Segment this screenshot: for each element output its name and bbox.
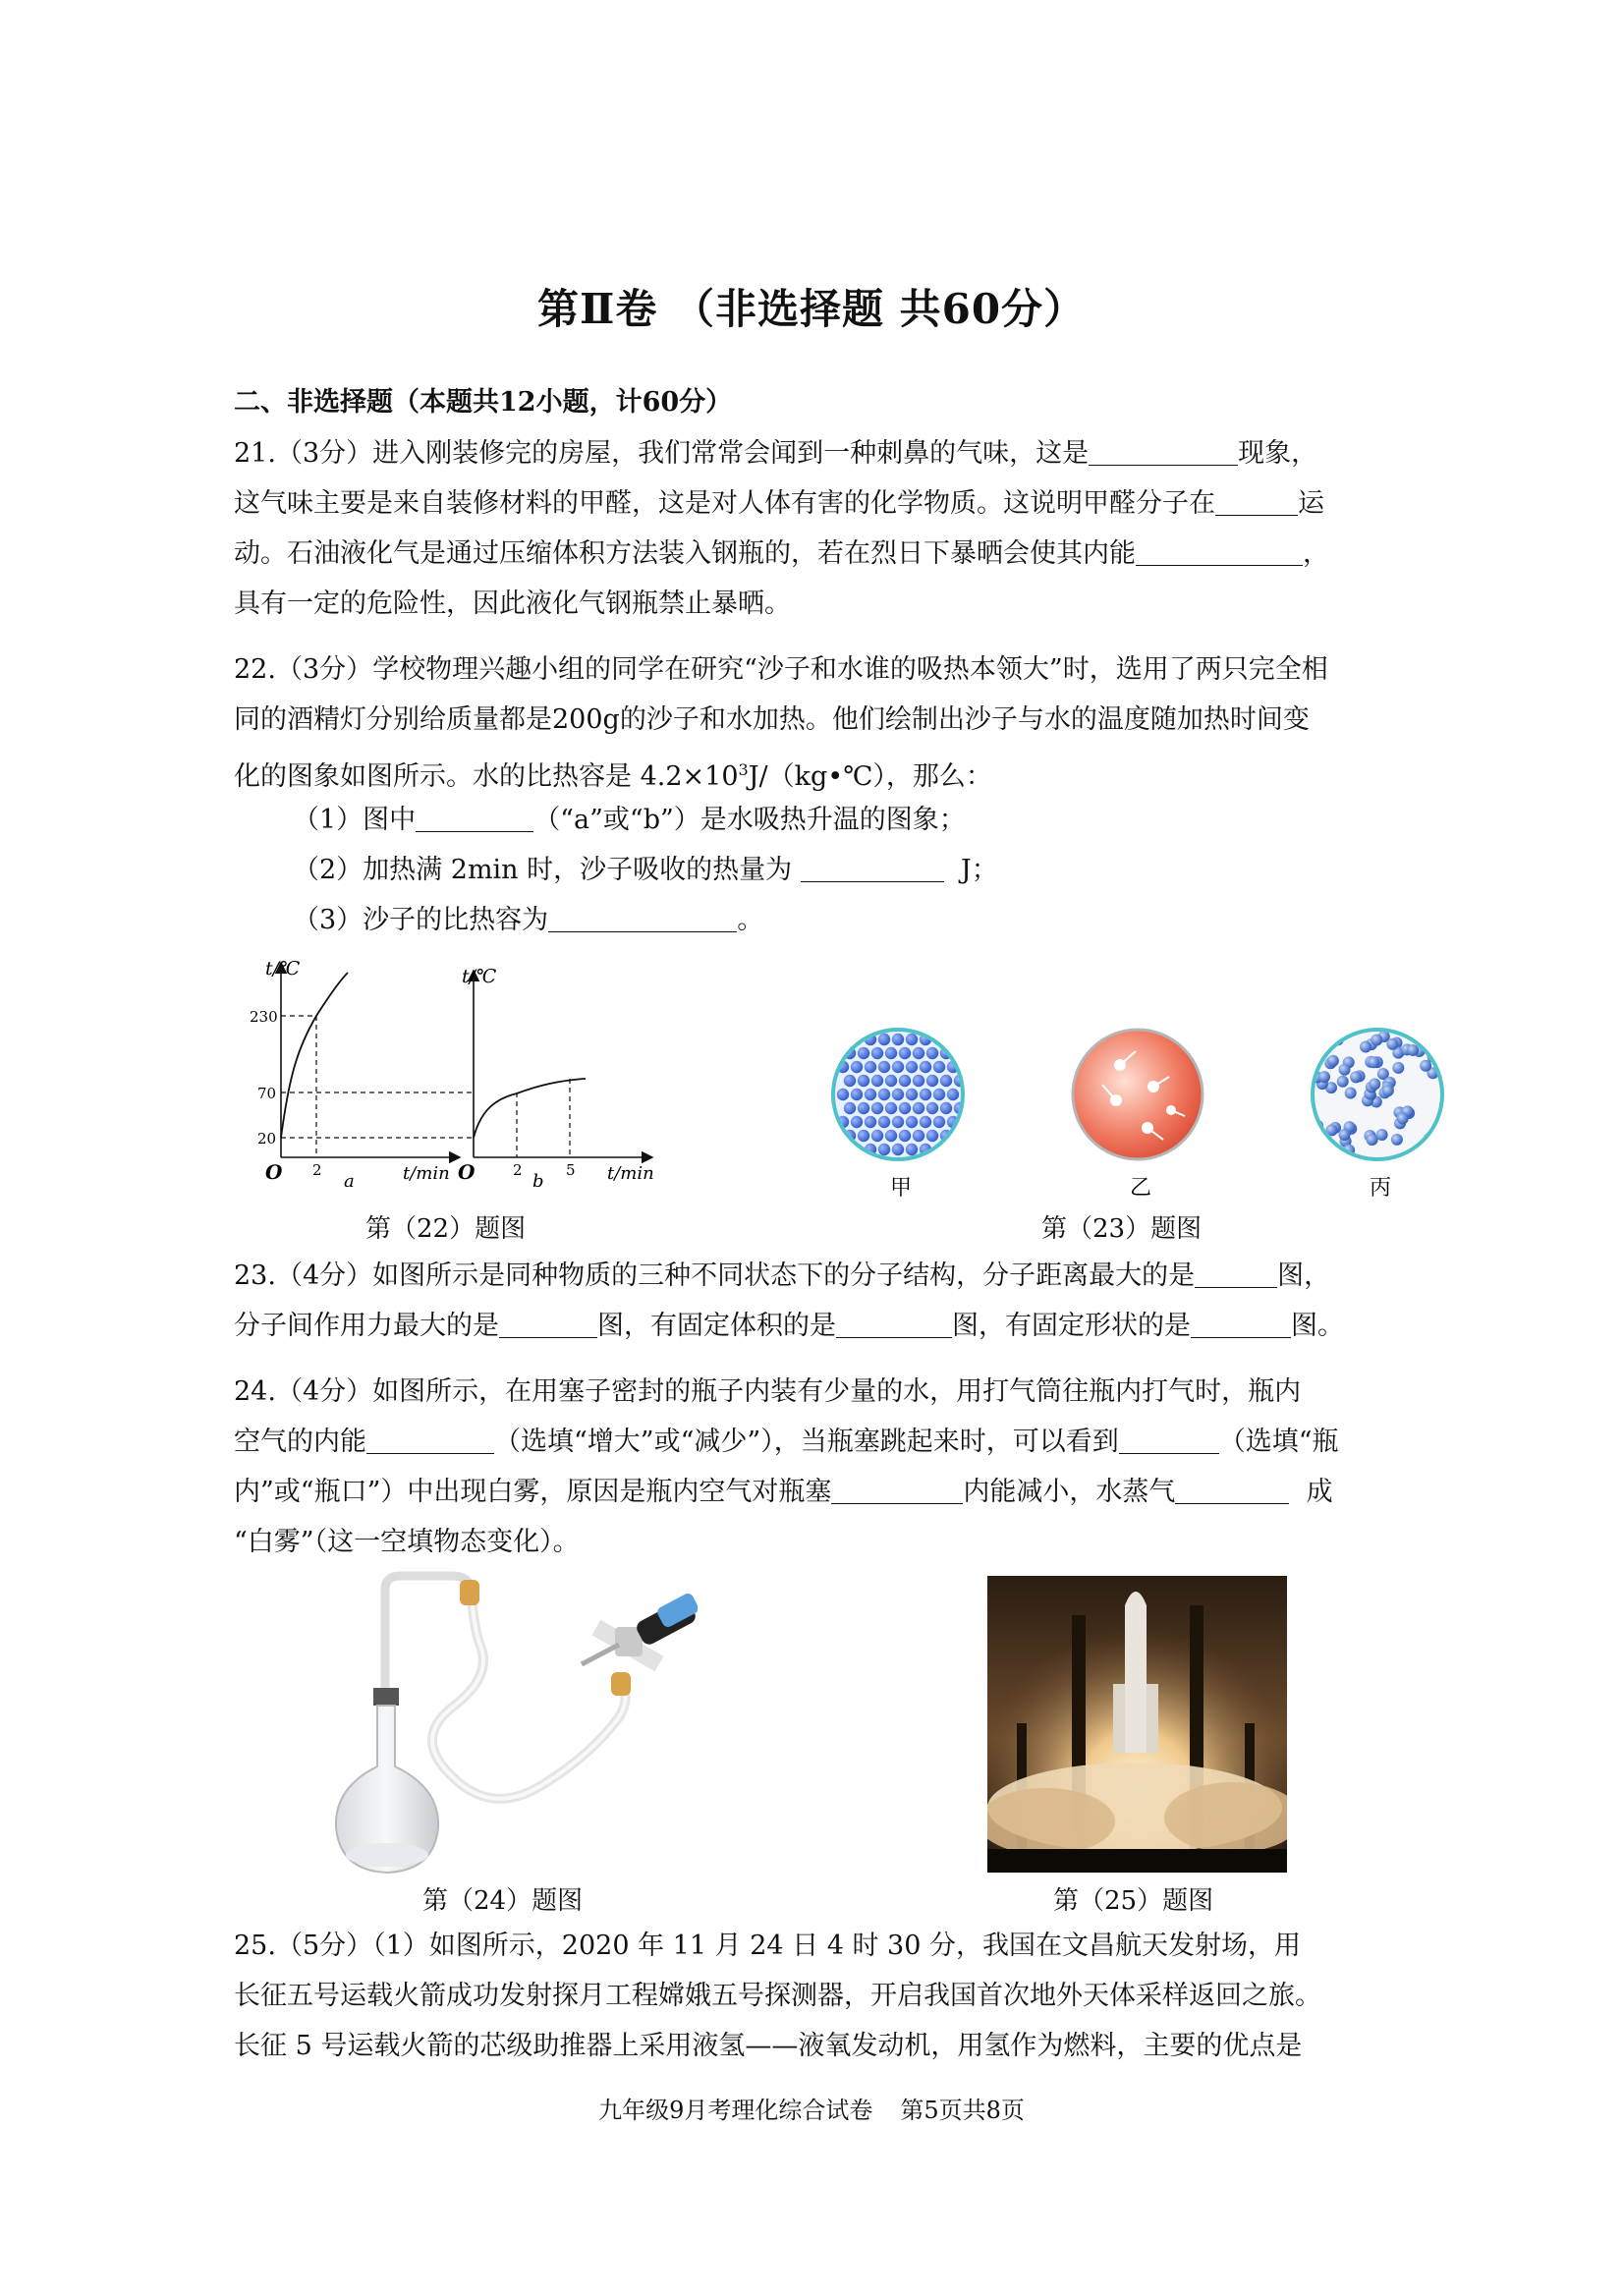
graph-a-ytick: 230 bbox=[250, 1008, 278, 1026]
q22-text: （1）图中 bbox=[293, 805, 417, 835]
q22-superscript: 3 bbox=[738, 760, 749, 779]
page-footer bbox=[0, 2091, 1623, 2125]
q23-blank-3[interactable] bbox=[836, 1312, 952, 1338]
q24-blank-3[interactable] bbox=[831, 1478, 963, 1504]
q22-graphs bbox=[246, 951, 668, 1187]
q22-text: （“a”或“b”）是水吸热升温的图象； bbox=[533, 805, 966, 835]
graph-b-ylabel: t/℃ bbox=[462, 966, 497, 987]
q21-line-1 bbox=[234, 437, 1399, 471]
q23-blank-2[interactable] bbox=[499, 1312, 597, 1338]
graph-a-ytick: 70 bbox=[257, 1085, 277, 1102]
q22-text: 。 bbox=[737, 905, 764, 935]
q21-text: 动。石油液化气是通过压缩体积方法装入钢瓶的，若在烈日下暴晒会使其内能 bbox=[234, 538, 1136, 569]
q22-sub-2 bbox=[293, 854, 1458, 887]
q24-line-1: 24.（4分）如图所示，在用塞子密封的瓶子内装有少量的水，用打气筒往瓶内打气时，瓶内 bbox=[234, 1376, 1302, 1407]
state-solid-circle bbox=[833, 1030, 966, 1159]
pump-icon bbox=[582, 1592, 698, 1671]
q22-sub-1 bbox=[293, 804, 1458, 837]
q25-line-3: 长征 5 号运载火箭的芯级助推器上采用液氢——液氧发动机，用氢作为燃料，主要的优点是 bbox=[234, 2031, 1303, 2061]
q24-line-2 bbox=[234, 1426, 1399, 1459]
q22-blank-1[interactable] bbox=[416, 806, 533, 832]
graph-a-xtick: 2 bbox=[312, 1161, 322, 1179]
q22-line-1: 22.（3分）学校物理兴趣小组的同学在研究“沙子和水谁的吸热本领大”时，选用了两只完全相 bbox=[234, 654, 1328, 685]
q23-text: 图， bbox=[1277, 1260, 1331, 1291]
q22-blank-2[interactable] bbox=[801, 856, 944, 882]
caption-q24: 第（24）题图 bbox=[422, 1886, 584, 1916]
q22-line-3 bbox=[234, 754, 1399, 794]
q25-rocket-launch-photo bbox=[987, 1576, 1287, 1873]
q24-blank-1[interactable] bbox=[366, 1428, 494, 1454]
q21-text: 运 bbox=[1298, 488, 1324, 519]
q23-line-1 bbox=[234, 1260, 1399, 1293]
q23-blank-1[interactable] bbox=[1195, 1261, 1277, 1288]
q23-text: 图，有固定体积的是 bbox=[597, 1311, 836, 1341]
caption-q23: 第（23）题图 bbox=[1041, 1214, 1203, 1244]
state-gas-circle bbox=[1073, 1030, 1203, 1159]
graph-a-ylabel: t/℃ bbox=[265, 958, 301, 980]
state-liquid-circle bbox=[1312, 1028, 1442, 1160]
q23-text: 23.（4分）如图所示是同种物质的三种不同状态下的分子结构，分子距离最大的是 bbox=[234, 1260, 1196, 1291]
q23-blank-4[interactable] bbox=[1191, 1312, 1291, 1338]
graph-b-xtick: 2 bbox=[513, 1161, 523, 1179]
q24-blank-4[interactable] bbox=[1175, 1478, 1289, 1504]
q23-text: 图。 bbox=[1291, 1311, 1344, 1341]
graph-a-name: a bbox=[344, 1171, 355, 1187]
q24-blank-2[interactable] bbox=[1119, 1428, 1219, 1454]
q23-text: 分子间作用力最大的是 bbox=[234, 1311, 499, 1341]
q24-flask-pump-figure bbox=[324, 1570, 698, 1879]
q24-text: （选填“瓶 bbox=[1218, 1427, 1339, 1457]
caption-q22: 第（22）题图 bbox=[365, 1214, 527, 1244]
graph-a-curve bbox=[281, 973, 348, 1138]
state-label-jia: 甲 bbox=[890, 1176, 913, 1201]
caption-q25: 第（25）题图 bbox=[1053, 1886, 1214, 1916]
page-title: 第Ⅱ卷 （非选择题 共60分） bbox=[536, 285, 1087, 333]
q22-blank-3[interactable] bbox=[548, 906, 737, 932]
q24-line-3 bbox=[234, 1476, 1399, 1509]
q23-molecule-figure bbox=[825, 1026, 1444, 1212]
q24-text: 内能减小，水蒸气 bbox=[963, 1477, 1176, 1507]
graph-b-curve bbox=[474, 1079, 586, 1138]
q22-sub-3 bbox=[293, 904, 1458, 937]
graph-a-xlabel: t/min bbox=[403, 1163, 450, 1184]
q24-line-4: “白雾”（这一空填物态变化）。 bbox=[234, 1527, 580, 1557]
section-heading: 二、非选择题（本题共12小题，计60分） bbox=[234, 387, 733, 418]
graph-a-ytick: 20 bbox=[257, 1130, 277, 1148]
state-label-yi: 乙 bbox=[1130, 1176, 1152, 1201]
q21-text: 现象， bbox=[1238, 438, 1318, 469]
q23-text: 图，有固定形状的是 bbox=[952, 1311, 1191, 1341]
q21-line-4: 具有一定的危险性，因此液化气钢瓶禁止暴晒。 bbox=[234, 588, 791, 619]
q21-blank-2[interactable] bbox=[1215, 489, 1298, 516]
graph-b-xtick: 5 bbox=[566, 1161, 576, 1179]
state-label-bing: 丙 bbox=[1370, 1176, 1392, 1201]
graph-b-name: b bbox=[532, 1171, 544, 1187]
q21-line-3 bbox=[234, 537, 1399, 571]
graph-b-xlabel: t/min bbox=[607, 1163, 654, 1184]
q22-text: J； bbox=[960, 855, 998, 885]
q21-line-2 bbox=[234, 487, 1399, 521]
q21-blank-1[interactable] bbox=[1089, 439, 1238, 466]
q24-text: 成 bbox=[1306, 1477, 1333, 1507]
q23-line-2 bbox=[234, 1310, 1399, 1343]
q21-text: ， bbox=[1303, 538, 1329, 569]
footer-page-number: 第5页共8页 bbox=[900, 2097, 1025, 2124]
graph-b-origin: O bbox=[458, 1160, 476, 1184]
q24-text: （选填“增大”或“减少”），当瓶塞跳起来时，可以看到 bbox=[494, 1427, 1119, 1457]
q24-text: 空气的内能 bbox=[234, 1427, 366, 1457]
q21-text: 这气味主要是来自装修材料的甲醛，这是对人体有害的化学物质。这说明甲醛分子在 bbox=[234, 488, 1215, 519]
q25-line-2: 长征五号运载火箭成功发射探月工程嫦娥五号探测器，开启我国首次地外天体采样返回之旅。 bbox=[234, 1981, 1321, 2011]
q24-text: 内”或“瓶口”）中出现白雾，原因是瓶内空气对瓶塞 bbox=[234, 1477, 832, 1507]
q22-line-2: 同的酒精灯分别给质量都是200g的沙子和水加热。他们绘制出沙子与水的温度随加热时间变 bbox=[234, 704, 1310, 735]
q22-text: （2）加热满 2min 时，沙子吸收的热量为 bbox=[293, 855, 793, 885]
q25-line-1: 25.（5分）（1）如图所示，2020 年 11 月 24 日 4 时 30 分，我国在文昌航天发射场，用 bbox=[234, 1931, 1301, 1961]
q21-blank-3[interactable] bbox=[1136, 539, 1303, 566]
footer-exam-name: 九年级9月考理化综合试卷 bbox=[598, 2097, 873, 2124]
q22-text: J/（kg•℃），那么： bbox=[748, 761, 992, 792]
q22-text: 化的图象如图所示。水的比热容是 4.2×10 bbox=[234, 761, 739, 792]
graph-a-origin: O bbox=[265, 1160, 283, 1184]
q22-text: （3）沙子的比热容为 bbox=[293, 905, 549, 935]
q21-text: 21.（3分）进入刚装修完的房屋，我们常常会闻到一种刺鼻的气味，这是 bbox=[234, 438, 1090, 469]
